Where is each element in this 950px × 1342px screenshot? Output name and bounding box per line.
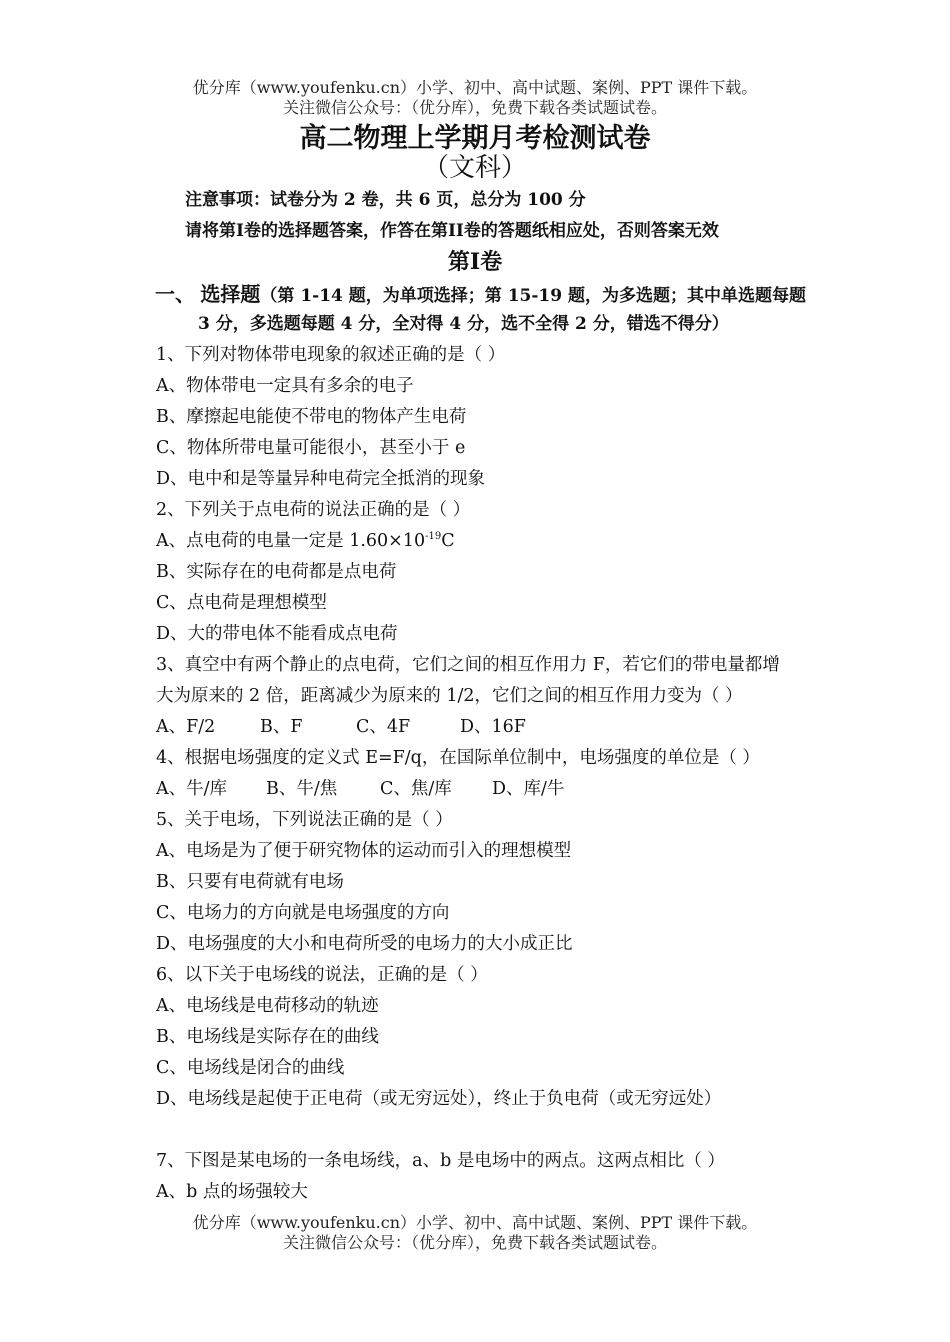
q1-option-c: C、物体所带电量可能很小，甚至小于 e <box>156 438 466 458</box>
q1-option-b: B、摩擦起电能使不带电的物体产生电荷 <box>156 407 467 427</box>
volume-heading: 第I卷 <box>447 249 503 275</box>
q4-option-c: C、焦/库 <box>380 779 452 799</box>
q7-option-a: A、b 点的场强较大 <box>156 1182 308 1202</box>
q6-option-c: C、电场线是闭合的曲线 <box>156 1058 345 1078</box>
q2-option-b: B、实际存在的电荷都是点电荷 <box>156 562 397 582</box>
q3-option-a: A、F/2 <box>156 717 216 737</box>
q6-option-d: D、电场线是起使于正电荷（或无穷远处），终止于负电荷（或无穷远处） <box>156 1089 722 1109</box>
q1-stem: 1、下列对物体带电现象的叙述正确的是（ ） <box>156 345 506 365</box>
q5-stem: 5、关于电场，下列说法正确的是（ ） <box>156 810 453 830</box>
notice-line-2: 请将第I卷的选择题答案，作答在第II卷的答题纸相应处，否则答案无效 <box>185 221 719 241</box>
header-line-2: 关注微信公众号：（优分库），免费下载各类试题试卷。 <box>282 98 667 117</box>
q1-option-a: A、物体带电一定具有多余的电子 <box>156 376 414 396</box>
page-subtitle: （文科） <box>422 153 527 183</box>
q2-stem: 2、下列关于点电荷的说法正确的是（ ） <box>156 500 471 520</box>
q2-option-a-exponent: -19 <box>425 531 442 543</box>
q4-stem: 4、根据电场强度的定义式 E=F/q，在国际单位制中，电场强度的单位是（ ） <box>156 748 760 768</box>
footer-line-1: 优分库（www.youfenku.cn）小学、初中、高中试题、案例、PPT 课件下载。 <box>192 1213 758 1232</box>
header-line-1: 优分库（www.youfenku.cn）小学、初中、高中试题、案例、PPT 课件下载。 <box>192 78 758 97</box>
q3-option-d: D、16F <box>460 717 526 737</box>
section-number: 一、 <box>155 282 195 306</box>
q2-option-c: C、点电荷是理想模型 <box>156 593 327 613</box>
q4-option-a: A、牛/库 <box>156 779 228 799</box>
section-desc-2: 3 分，多选题每题 4 分，全对得 4 分，选不全得 2 分，错选不得分） <box>198 314 729 334</box>
notice-line-1: 注意事项：试卷分为 2 卷，共 6 页，总分为 100 分 <box>185 190 586 210</box>
q4-option-b: B、牛/焦 <box>266 779 338 799</box>
footer-line-2: 关注微信公众号：（优分库），免费下载各类试题试卷。 <box>282 1233 667 1252</box>
q5-option-c: C、电场力的方向就是电场强度的方向 <box>156 903 450 923</box>
q3-options <box>156 716 526 738</box>
q2-option-a-text: A、点电荷的电量一定是 1.60×10 <box>156 531 426 551</box>
q5-option-d: D、电场强度的大小和电荷所受的电场力的大小成正比 <box>156 934 573 954</box>
q6-option-a: A、电场线是电荷移动的轨迹 <box>156 996 379 1016</box>
q2-option-a <box>156 530 455 552</box>
section-name: 选择题 <box>200 282 261 306</box>
section-heading <box>155 283 855 307</box>
q3-option-b: B、F <box>260 717 303 737</box>
q5-option-b: B、只要有电荷就有电场 <box>156 872 344 892</box>
q6-stem: 6、以下关于电场线的说法，正确的是（ ） <box>156 965 488 985</box>
q2-option-d: D、大的带电体不能看成点电荷 <box>156 624 398 644</box>
section-desc-1: （第 1-14 题，为单项选择；第 15-19 题，为多选题；其中单选题每题 <box>260 286 806 306</box>
q4-option-d: D、库/牛 <box>492 779 565 799</box>
q1-option-d: D、电中和是等量异种电荷完全抵消的现象 <box>156 469 486 489</box>
q5-option-a: A、电场是为了便于研究物体的运动而引入的理想模型 <box>156 841 572 861</box>
q2-option-a-unit: C <box>441 531 455 551</box>
page-title: 高二物理上学期月考检测试卷 <box>299 123 651 154</box>
q6-option-b: B、电场线是实际存在的曲线 <box>156 1027 379 1047</box>
q4-options <box>156 778 564 800</box>
q3-stem-line-2: 大为原来的 2 倍，距离减少为原来的 1/2，它们之间的相互作用力变为（ ） <box>156 686 743 706</box>
q3-stem-line-1: 3、真空中有两个静止的点电荷，它们之间的相互作用力 F，若它们的带电量都增 <box>156 655 780 675</box>
q7-stem: 7、下图是某电场的一条电场线，a、b 是电场中的两点。这两点相比（ ） <box>156 1151 725 1171</box>
q3-option-c: C、4F <box>356 717 411 737</box>
